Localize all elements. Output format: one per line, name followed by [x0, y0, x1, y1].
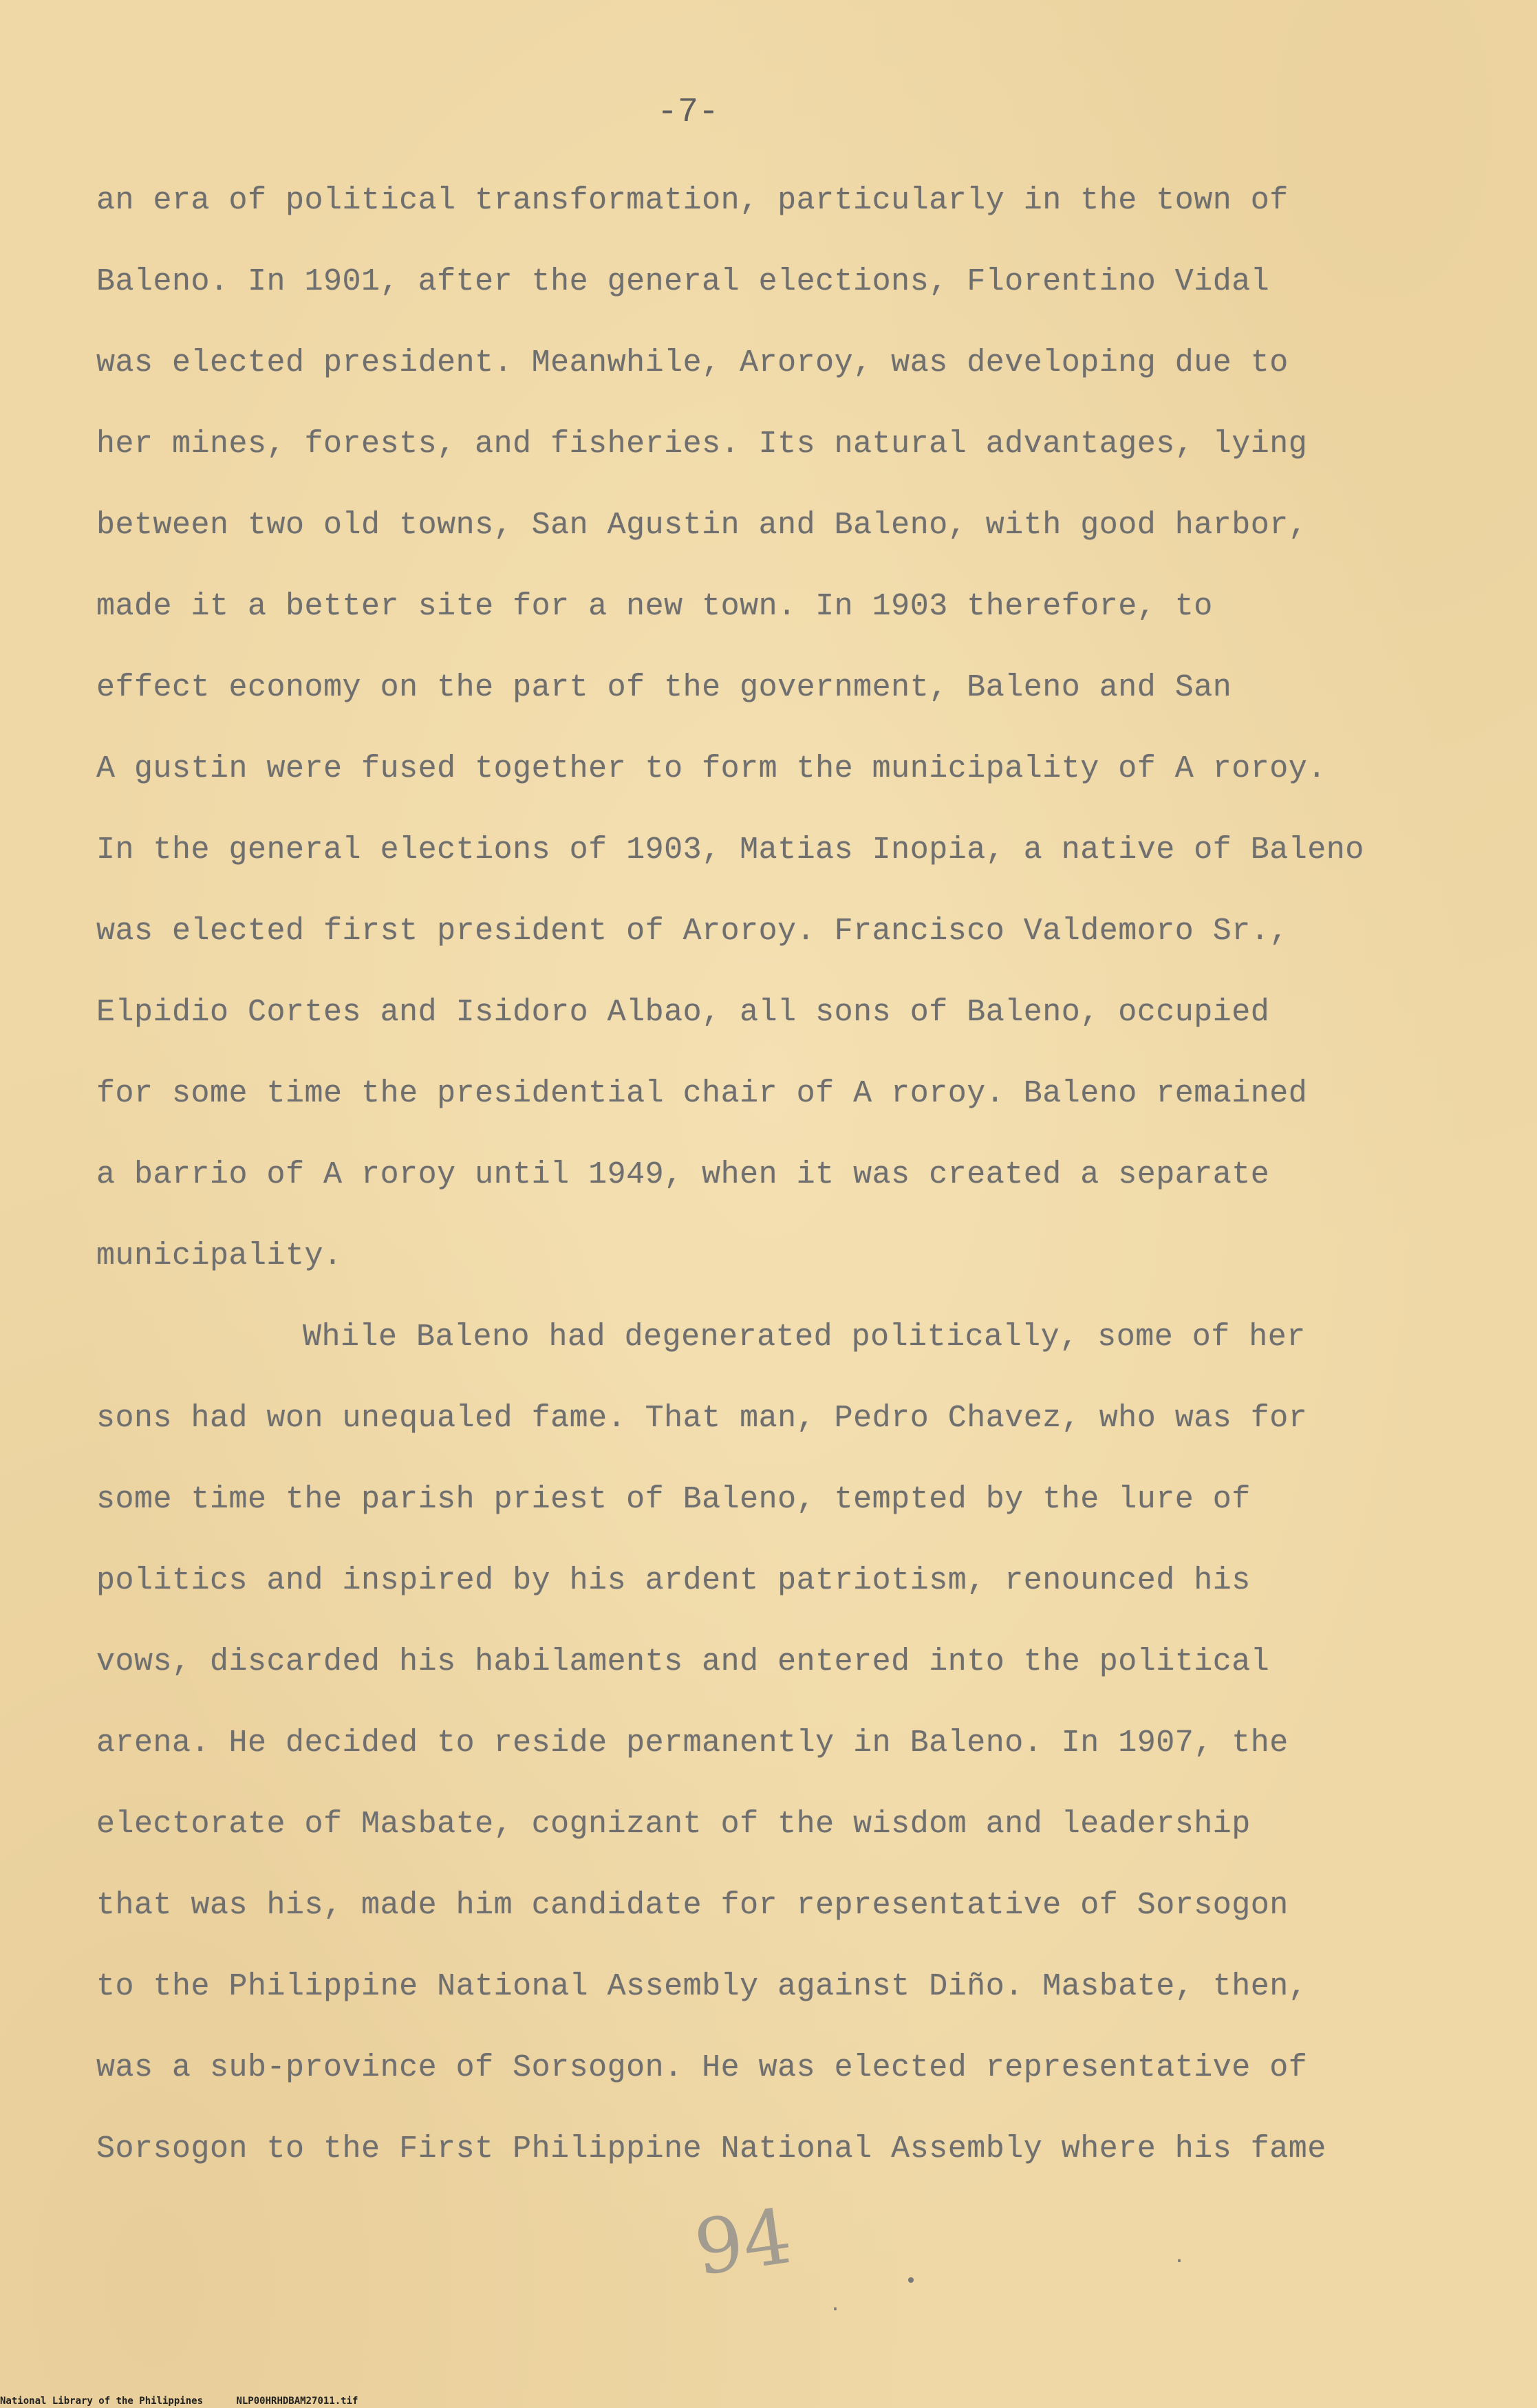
text-line: made it a better site for a new town. In 1903 therefore, to — [96, 589, 1213, 624]
archive-footer — [0, 2396, 1537, 2407]
ink-speck-icon: · — [1173, 2250, 1186, 2273]
text-line: was a sub-province of Sorsogon. He was elected representative of — [96, 2050, 1308, 2085]
text-line: Baleno. In 1901, after the general elections, Florentino Vidal — [96, 264, 1270, 299]
text-line: a barrio of A roroy until 1949, when it was created a separate — [96, 1157, 1270, 1192]
page-number: -7- — [656, 93, 719, 132]
text-line: arena. He decided to reside permanently in Baleno. In 1907, the — [96, 1726, 1289, 1761]
text-line: some time the parish priest of Baleno, tempted by the lure of — [96, 1482, 1251, 1517]
text-line: Sorsogon to the First Philippine National Assembly where his fame — [96, 2131, 1326, 2167]
text-line: vows, discarded his habilaments and entered into the political — [96, 1644, 1270, 1679]
text-line: for some time the presidential chair of A roroy. Baleno remained — [96, 1076, 1308, 1111]
text-line: municipality. — [96, 1238, 343, 1273]
text-line: that was his, made him candidate for representative of Sorsogon — [96, 1888, 1289, 1923]
text-line: In the general elections of 1903, Matias Inopia, a native of Baleno — [96, 832, 1364, 868]
file-reference: NLP00HRHDBAM27011.tif — [236, 2396, 358, 2407]
paragraph-start-line: While Baleno had degenerated politically, some of her — [303, 1320, 1306, 1355]
text-line: Elpidio Cortes and Isidoro Albao, all sons of Baleno, occupied — [96, 995, 1270, 1030]
ink-speck-icon: · — [829, 2298, 842, 2321]
text-line: her mines, forests, and fisheries. Its natural advantages, lying — [96, 427, 1308, 462]
ink-speck-icon: • — [905, 2270, 918, 2294]
text-line: A gustin were fused together to form the municipality of A roroy. — [96, 751, 1326, 786]
text-line: was elected president. Meanwhile, Aroroy, was developing due to — [96, 345, 1289, 380]
text-line: electorate of Masbate, cognizant of the wisdom and leadership — [96, 1807, 1251, 1842]
handwritten-page-annotation: 94 — [689, 2191, 797, 2293]
text-line: politics and inspired by his ardent patriotism, renounced his — [96, 1563, 1251, 1598]
library-credit: National Library of the Philippines — [0, 2396, 204, 2407]
text-line: was elected first president of Aroroy. Francisco Valdemoro Sr., — [96, 914, 1289, 949]
text-line: between two old towns, San Agustin and Baleno, with good harbor, — [96, 508, 1308, 543]
text-line: to the Philippine National Assembly against Diño. Masbate, then, — [96, 1969, 1308, 2004]
text-line: sons had won unequaled fame. That man, Pedro Chavez, who was for — [96, 1401, 1308, 1436]
text-line: effect economy on the part of the government, Baleno and San — [96, 670, 1232, 705]
text-line: an era of political transformation, particularly in the town of — [96, 183, 1289, 218]
typed-text-body — [96, 180, 1445, 2210]
